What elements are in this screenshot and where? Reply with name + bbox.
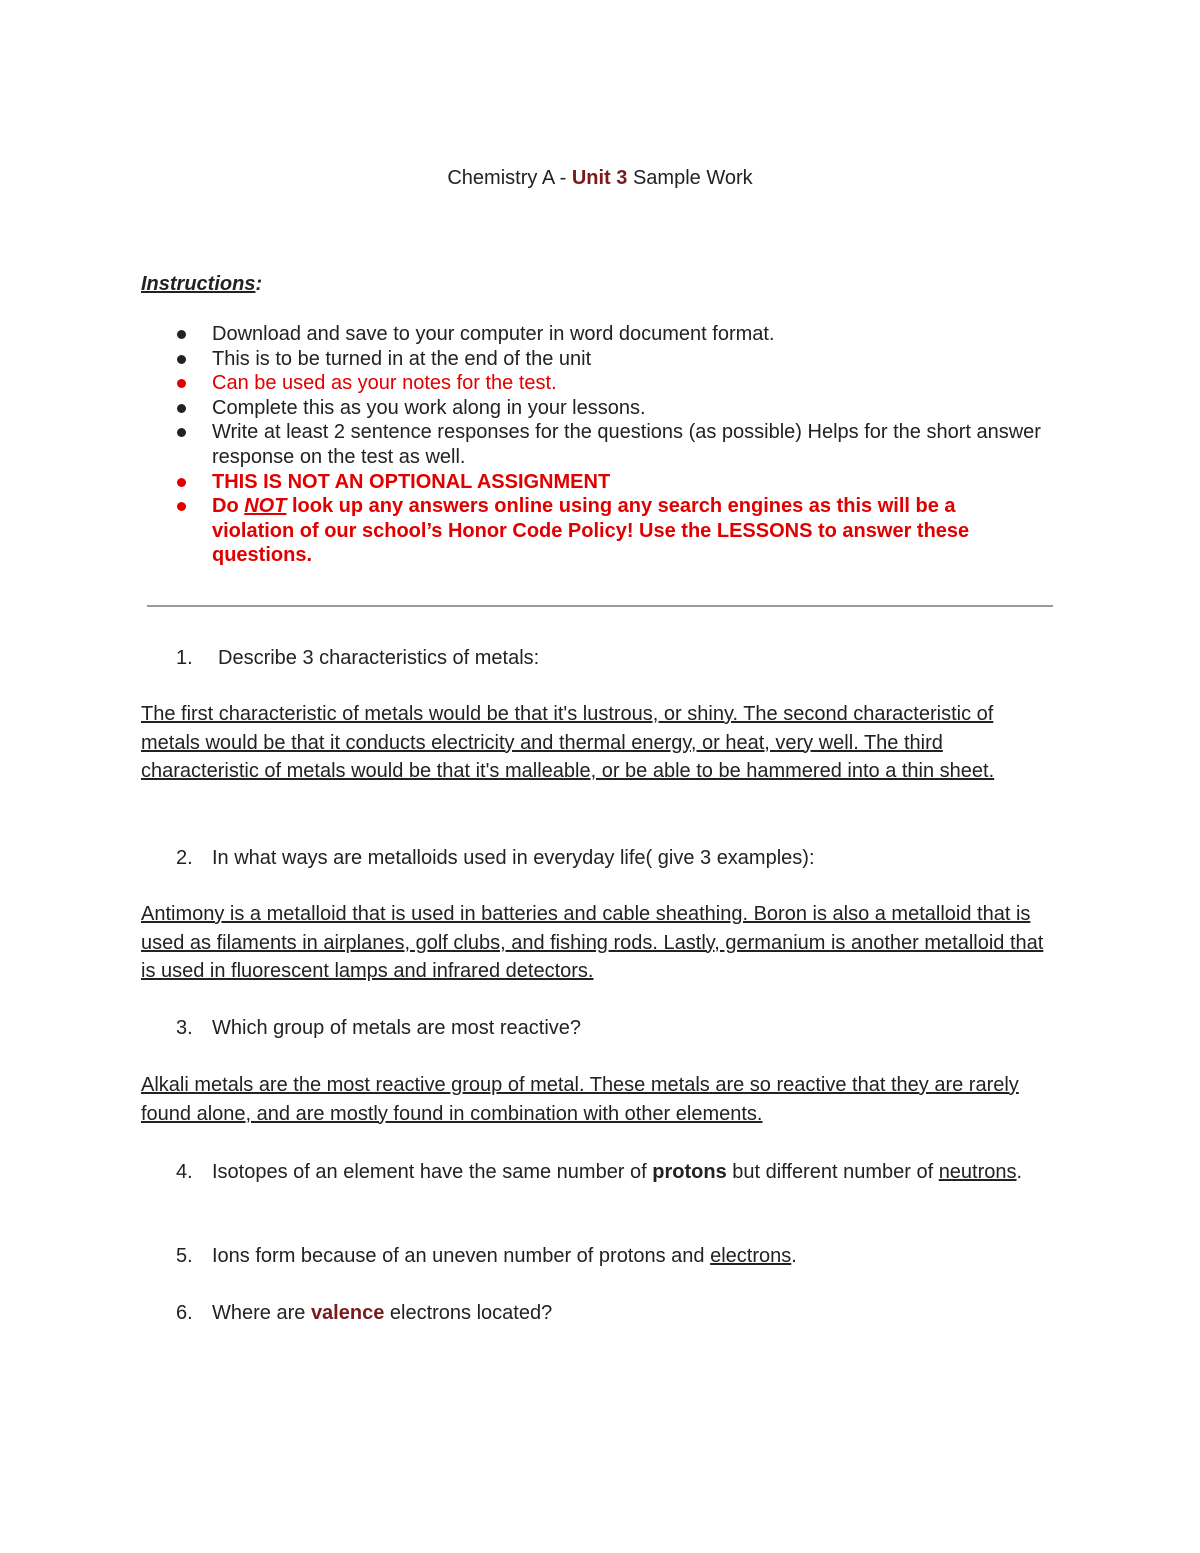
answer-2: Antimony is a metalloid that is used in batteries and cable sheathing. Boron is also a metalloid that is used as filaments in airplanes, golf clubs, and fishing rods. Lastly, germanium is another metalloid that is used in fluorescent lamps and infrared detectors. xyxy=(141,903,1044,982)
title-prefix: Chemistry A - xyxy=(447,167,572,189)
answer-3: Alkali metals are the most reactive group of metal. These metals are so reactive that they are rarely found alone, and are mostly found in combination with other elements. xyxy=(141,1074,1019,1125)
instruction-text-part: look up any answers online using any search engines as this will be a violation of our school’s Honor Code Policy! Use the LESSONS to answer these questions. xyxy=(212,495,970,567)
instructions-heading-colon: : xyxy=(255,273,263,295)
instructions-heading xyxy=(141,272,262,296)
question-bold-term: protons xyxy=(652,1161,727,1183)
instruction-emphasis: NOT xyxy=(244,495,287,518)
instruction-item xyxy=(141,494,1041,568)
bullet-icon xyxy=(177,379,186,388)
question-3 xyxy=(141,1016,1041,1040)
instruction-text-part: Do xyxy=(212,495,245,518)
question-6 xyxy=(141,1301,1041,1325)
answer-blank: electrons xyxy=(710,1245,792,1267)
horizontal-divider xyxy=(147,605,1053,607)
instruction-item xyxy=(141,396,1041,421)
bullet-icon xyxy=(177,502,186,511)
instruction-text: Complete this as you work along in your lessons. xyxy=(212,396,646,419)
instruction-item xyxy=(141,470,1041,495)
question-text: Describe 3 characteristics of metals: xyxy=(218,647,540,669)
bullet-icon xyxy=(177,478,186,487)
instructions-heading-word: Instructions xyxy=(141,273,256,295)
question-text xyxy=(141,1158,1041,1187)
title-unit: Unit 3 xyxy=(571,167,628,189)
question-number: 3. xyxy=(176,1017,193,1039)
question-4 xyxy=(141,1158,1041,1187)
instruction-text: Can be used as your notes for the test. xyxy=(212,372,557,395)
question-number: 5. xyxy=(176,1245,193,1267)
question-number: 1. xyxy=(176,647,193,669)
bullet-icon xyxy=(177,404,186,413)
question-5 xyxy=(141,1244,1041,1268)
instruction-item xyxy=(141,420,1041,469)
question-text: In what ways are metalloids used in everyday life( give 3 examples): xyxy=(212,847,815,869)
page-title xyxy=(0,166,1200,190)
question-1 xyxy=(141,646,1041,670)
question-text-part: Ions form because of an uneven number of protons and xyxy=(212,1245,711,1267)
answer-1: The first characteristic of metals would be that it's lustrous, or shiny. The second characteristic of metals would be that it conducts electricity and thermal energy, or heat, very well. The third characteristic of metals would be that it's malleable, or be able to be hammered into a thin sheet. xyxy=(141,703,995,782)
instructions-list xyxy=(141,322,1041,568)
instruction-text: This is to be turned in at the end of the unit xyxy=(212,347,592,370)
question-number: 6. xyxy=(176,1302,193,1324)
question-text-part: Where are xyxy=(212,1302,311,1324)
question-text-part: . xyxy=(791,1245,797,1267)
bullet-icon xyxy=(177,428,186,437)
instruction-text: THIS IS NOT AN OPTIONAL ASSIGNMENT xyxy=(212,470,611,493)
instruction-item xyxy=(141,322,1041,347)
question-number: 4. xyxy=(176,1161,193,1183)
question-text: Which group of metals are most reactive? xyxy=(212,1017,582,1039)
bullet-icon xyxy=(177,355,186,364)
answer-blank: neutrons xyxy=(938,1161,1017,1183)
question-text xyxy=(141,1244,1041,1268)
question-highlight-term: valence xyxy=(310,1302,385,1324)
title-suffix: Sample Work xyxy=(627,167,753,189)
question-number: 2. xyxy=(176,847,193,869)
instruction-text: Download and save to your computer in word document format. xyxy=(212,323,775,345)
question-2 xyxy=(141,846,1041,870)
question-text xyxy=(141,1301,1041,1325)
question-text-part: Isotopes of an element have the same number of xyxy=(212,1161,653,1183)
instruction-item xyxy=(141,347,1041,372)
question-text-part: but different number of xyxy=(726,1161,939,1183)
question-text-part: . xyxy=(1016,1161,1023,1183)
instruction-item xyxy=(141,371,1041,396)
instruction-text: Write at least 2 sentence responses for the questions (as possible) Helps for the short answer response on the test as well. xyxy=(212,421,1041,468)
bullet-icon xyxy=(177,330,186,339)
question-text-part: electrons located? xyxy=(384,1302,553,1324)
